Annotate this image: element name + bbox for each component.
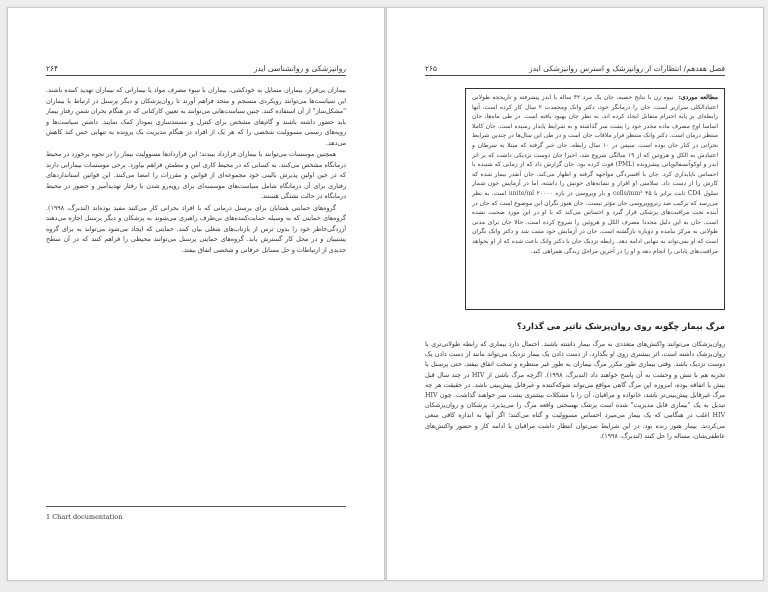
right-body-text [425,340,725,530]
left-running-title: روانپزشکی و روانشناسی ایدز [253,64,346,73]
case-study-lead: مطالعه موردی: [678,94,718,101]
left-page [7,7,385,581]
footnote: 1 Chart documentation [46,513,123,521]
section-heading: مرگ بیمار چگونه روی روان‌پزشک تاثیر می گذارد؟ [516,322,725,332]
case-study-box [465,88,725,310]
right-page [386,7,764,581]
right-running-header [425,62,725,76]
footnote-rule [46,506,346,507]
left-page-number: ۲۶۴ [46,64,59,73]
left-running-header [46,62,346,76]
left-body-text [46,86,346,346]
case-study-text: بیوه زن با نتایج حصبه. جان یک مرد ۴۲ ساله با ایدز پیشرفته و تاریخچه طولانی اعتیاد‌الکلی سرازیر است. جان را درمانگر خود، دکتر واتک ومحمدت ۲ سال کار کرده است. آنها رابطه‌ای بر پایه احترام متقابل ایجاد کرده اند. به نظر جان بهبود یافته است. در طی ماه‌ها، جان اساسا اوج مصرف ماده مخدر خود را پشت سر گذاشته و به شرایط پایدار رسیده است. جان کاملا منتظر درمان است. دکتر واتک منتظر فرار ملاقات جان است و در طی این سال‌ها در چندین شرایط بحرانی در کنار جان بوده است. سپس در ۱۰ سال رابطه، جان خبر گرفته که مبتلا به سرطان و اعتیادش به الکل و هروئین که از ۱۹ سالگی شروع شد، اخیرا جان دوست نزدیکی داشت که بر اثر ایدز و لوکوآنسفالوپاتی پیشرونده (PML) فوت کرده بود. جان گزارش داد که از زمانی که شنیده با احساس ناپایداری کرد. جان با افسردگی مواجهه گرفته و اظهار می‌کند. جان آنقدر بیمار شده که کارش را از دست داد. سلامتی او افزار و نشانه‌های خونش را داشته، اما در آزمایش خون شمار سلول CD4 ثابت برابر با ۴۵ cells/mm³ و بار ویروسی در بازه ۲۰۰۰۰ unite/ml است. به نظر می‌رسد که ترکیب ضد رتروویروسی جان مؤثر نیست. جان هنوز نگران این موضوع است که جان در آینده تحت مراقبت‌های پزشکی قرار گیرد و احساس می‌کند که با او در این مورد صحبت نشده است. جان به این دلیل مجددا مصرف الکل و هروئین را شروع کرده است. حالا جان برای مدتی طولانی به مرکز نیامده و دوباره بازگشته است. جان در آزمایش خود مثبت شد و دکتر واتک نگران است که او نمی‌تواند به تنهایی ادامه دهد. رابطه نزدیک جان با دکتر واتک باعث شده که از او بخواهد مراقبت‌های پایانی را انجام دهد و او را در آخرین مراحل زندگی همراهی کند. [472,94,718,255]
left-paragraph-2: همچنین موسسات می‌توانند با بیماران قرارداد ببندند؛ این قراردادها مسوولیت بیمار را در نحوه برخورد در محیط درمانگاه مشخص می‌کنند. به کسانی که در محیط کاری امن و مطمئن فراهم بیاورد. برخی موسسات بیمارانی دارند که در حین اولین پذیرش بالینی خود مجموعه‌ای از قوانین و مقررات را امضا می‌کنند. این قوانین استانداردهای رفتاری برای آن درمانگاه شامل سیاست‌های موسسه‌ای برای رویه‌رو شدن با رفتار تهدیدآمیز و حضور در محیط درمانگاه در حالت نشئگی هستند. [46,151,346,200]
left-paragraph-1: بیماران بی‌قرار، بیماران متمایل به خودکشی، بیماران با سوء مصرف مواد یا بیمارانی که بیماران تهدید کننده باشند. این سیاست‌ها می‌توانند رویکردی منسجم و متحد فراهم آورند تا روان‌پزشکان و دیگر پرسنل در ارتباط با بیماران "مشکل‌ساز" از آن استفاده کنند. چنین سیاست‌هایی می‌توانند به تعیین کار‌کنانی که در هنگام بحران شمن رفتار بیمار باید حضور داشته باشند و گام‌های مشخص برای کنترل و مستندسازی نمودار کمک نمایند. داشتن سیاست‌ها و رویه‌های رسمی مسوولیت شخصی را که هر یک از افراد در هنگام مدیریت یک پرونده به تنهایی حس کند کاهش می‌دهد. [46,87,346,147]
right-running-title: فصل هفدهم/ انتظارات از روانپزشک و استرس روانپزشکی ایدز [529,64,725,73]
right-paragraph-1: روان‌پزشکان می‌توانند واکنش‌های متعددی به مرگ بیمار داشته باشند. احتمال دارد بیماری که رابطه طولانی‌تری با روان‌پزشک داشته است، اثر بیشتری روی او بگذارد. از دست دادن یک بیمار نزدیک می‌تواند مانند از دست دادن یک دوست نزدیک باشد. وقتی بیماری طور مکرر مرگ بیماران به طور غیر منتظره و سخت اتفاق بیفتد، حتی پرسنل با تجربه هم با تنش و وحشت به آن پاسخ خواهند داد (لندبرگ، ۱۹۹۸). اگرچه مرگ ناشی از HIV در چند سال قبل بیش یا اتفاقه بوده، امروزه این مرگ گاهی مواقع می‌تواند شوکه‌کننده و غیرقابل پیش‌بینی باشد. در حقیقت هر چه مرگ غیرقابل پیش‌بینی‌تر باشد، خانواده و مراقبان، آن را با مشکلات بیشتری پشت سر خواهند گذاشت. چون HIV تبدیل به یک "بیماری قابل مدیریت" شده است پزشک بهسختی واقعه مرگ را می‌پذیرد. پزشکان و روان‌پزشکان HIV اغلب در هنگامی که یک بیمار می‌میرد احساس مسوولیت و گناه می‌کنند؛ اگر آنها به اندازه کافی سعی می‌کردند، بیمار هنوز زنده بود. در این شرایط تمی‌توان انتظار داشت مراقبان با ادامه کار و حضور واکنش‌های عاطفی‌شان، مساله را حل کنند (لندبرگ، ۱۹۹۸). [425,341,725,440]
right-page-number: ۲۶۵ [425,64,438,73]
left-paragraph-3: گروه‌های حمایتی همتایان برای پرسنل درمانی که با افراد بحرانی کار می‌کنند مفید بوده‌اند (لندبرگ، ۱۹۹۸). گروه‌های حمایتی که به وسیله حمایت‌کننده‌های بی‌طرف راهبری می‌شوند به پزشکان و دیگر پرسنل اجازه می‌دهند آزردگی‌خاطر خود را بدون ترس از بازتاب‌های شغلی بیان کنند. حمایتی که ایجاد می‌شود می‌تواند به برای گروه پشتیبان و در محل کار گسترش یابد. گروه‌های حمایتی پرسنل می‌توانند محیطی را فراهم کنند که در آن سطح جدیدی از ارتباطات و حل مسایل عرفانی و شخصی اتفاق بیفتد. [46,204,346,254]
